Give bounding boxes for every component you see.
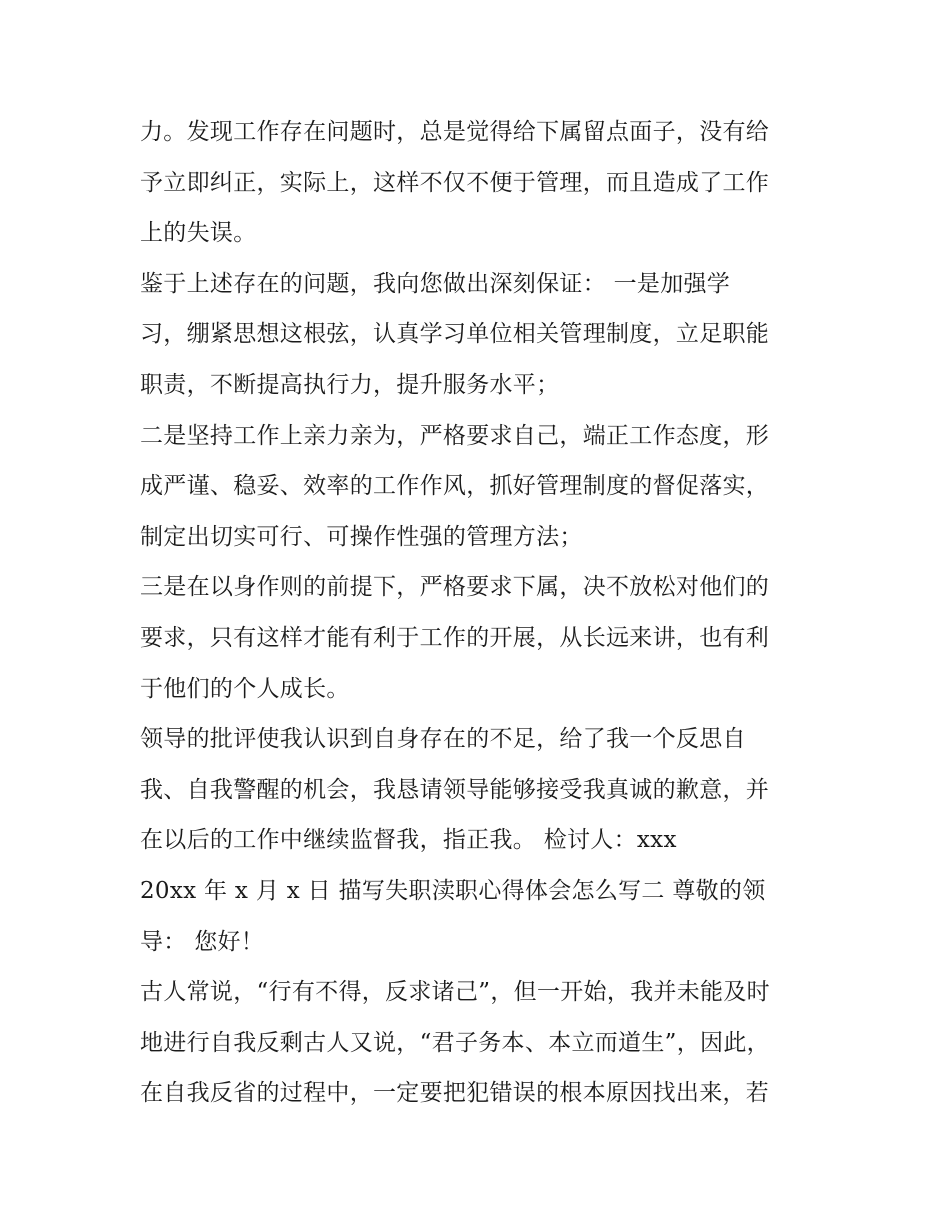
text-line: 力。发现工作存在问题时，总是觉得给下属留点面子，没有给 — [140, 119, 770, 145]
text-line: 于他们的个人成长。 — [140, 675, 350, 702]
text-line: 鉴于上述存在的问题，我向您做出深刻保证： 一是加强学 — [140, 270, 731, 297]
text-line: 二是坚持工作上亲力亲为，严格要求自己，端正工作态度，形 — [140, 422, 770, 449]
text-line: 地进行自我反剩古人又说，“君子务本、本立而道生”，因此， — [140, 1029, 770, 1056]
text-line: 要求，只有这样才能有利于工作的开展，从长远来讲，也有利 — [140, 624, 770, 651]
document-body — [140, 107, 830, 1119]
text-line: 习，绷紧思想这根弦，认真学习单位相关管理制度，立足职能 — [140, 321, 770, 348]
text-line: 制定出切实可行、可操作性强的管理方法； — [140, 523, 583, 550]
text-line: 职责，不断提高执行力，提升服务水平； — [140, 371, 560, 398]
text-line: 20xx 年 x 月 x 日 描写失职渎职心得体会怎么写二 尊敬的领 — [140, 877, 766, 904]
text-line: 成严谨、稳妥、效率的工作作风，抓好管理制度的督促落实， — [140, 473, 770, 500]
text-line: 在以后的工作中继续监督我，指正我。 检讨人：xxx — [140, 827, 677, 854]
text-line: 上的失误。 — [140, 220, 257, 247]
text-line: 在自我反省的过程中，一定要把犯错误的根本原因找出来，若 — [140, 1080, 770, 1107]
text-line: 领导的批评使我认识到自身存在的不足，给了我一个反思自 — [140, 726, 746, 753]
text-line: 古人常说，“行有不得，反求诸己”，但一开始，我并未能及时 — [140, 979, 770, 1006]
text-line: 我、自我警醒的机会，我恳请领导能够接受我真诚的歉意，并 — [140, 776, 770, 803]
text-line: 导： 您好！ — [140, 928, 265, 955]
text-line: 三是在以身作则的前提下，严格要求下属，决不放松对他们的 — [140, 574, 770, 601]
text-line: 予立即纠正，实际上，这样不仅不便于管理，而且造成了工作 — [140, 169, 770, 196]
